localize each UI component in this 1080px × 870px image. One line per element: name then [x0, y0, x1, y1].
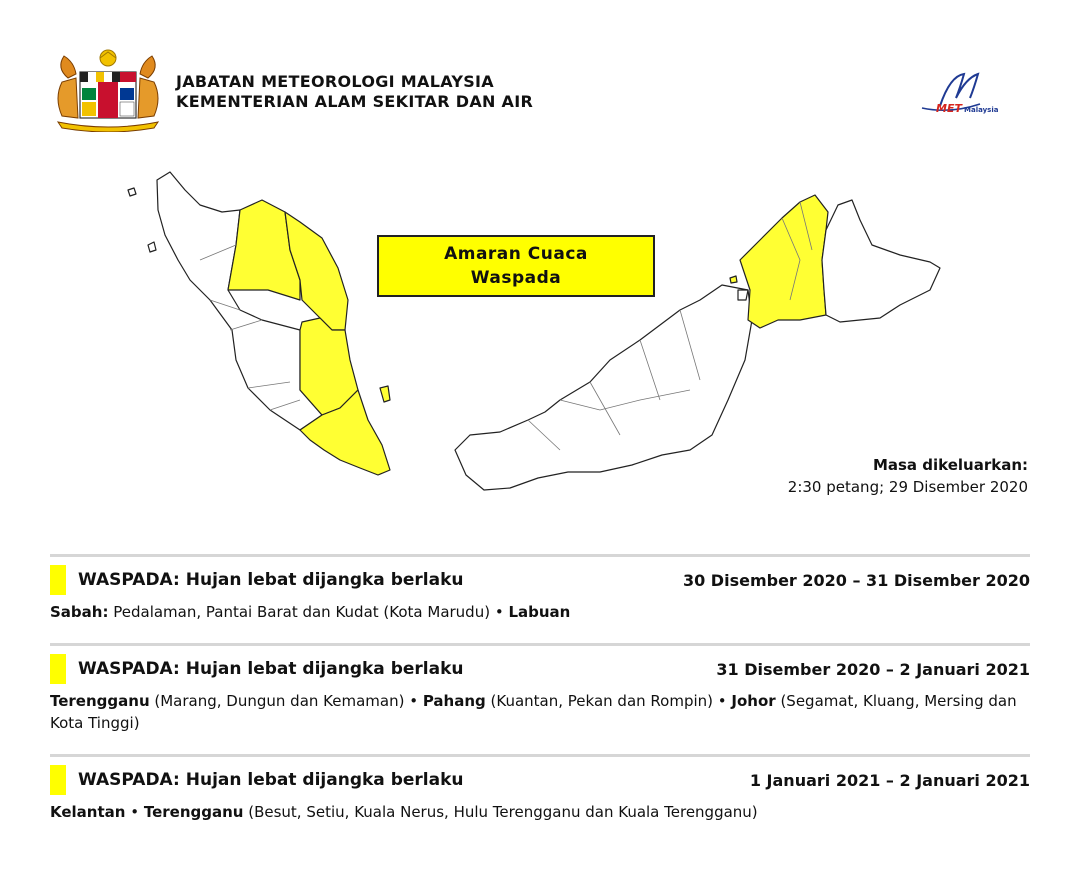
warning-section-2	[50, 643, 1030, 734]
area-state: Pahang	[422, 692, 486, 710]
sabah-east-region	[822, 200, 940, 322]
warning-title: WASPADA: Hujan lebat dijangka berlaku	[78, 659, 464, 679]
section-divider	[50, 754, 1030, 757]
area-state: Sabah:	[50, 603, 109, 621]
warning-title: WASPADA: Hujan lebat dijangka berlaku	[78, 570, 464, 590]
svg-text:MET: MET	[936, 102, 962, 115]
issued-time-value: 2:30 petang; 29 Disember 2020	[787, 478, 1028, 496]
issued-time	[788, 454, 1028, 498]
warning-areas	[50, 801, 1030, 823]
area-state: Terengganu	[143, 803, 244, 821]
sarawak-region	[455, 285, 752, 490]
area-state: Labuan	[508, 603, 571, 621]
area-detail: (Marang, Dungun dan Kemaman) •	[149, 692, 423, 710]
warning-box-line2: Waspada	[470, 268, 562, 288]
warning-date-range: 30 Disember 2020 – 31 Disember 2020	[682, 571, 1030, 590]
warning-color-bar	[50, 654, 66, 684]
warning-areas	[50, 601, 1030, 623]
area-detail: (Segamat, Kluang, Mersing dan Kota Tinggi)	[50, 692, 1017, 732]
warning-color-bar	[50, 765, 66, 795]
header-ministry: KEMENTERIAN ALAM SEKITAR DAN AIR	[176, 92, 534, 111]
section-divider	[50, 554, 1030, 557]
warning-section-3	[50, 754, 1030, 823]
area-detail: (Kuantan, Pekan dan Rompin) •	[485, 692, 732, 710]
area-state: Johor	[731, 692, 776, 710]
warning-color-bar	[50, 565, 66, 595]
warning-title: WASPADA: Hujan lebat dijangka berlaku	[78, 770, 464, 790]
section-divider	[50, 643, 1030, 646]
issued-time-label: Masa dikeluarkan:	[872, 456, 1028, 474]
area-state: Kelantan	[50, 803, 126, 821]
warning-areas	[50, 690, 1030, 734]
area-detail: Pedalaman, Pantai Barat dan Kudat (Kota Marudu) •	[108, 603, 509, 621]
header-department: JABATAN METEOROLOGI MALAYSIA	[176, 72, 494, 91]
header-title	[176, 72, 533, 112]
warning-date-range: 1 Januari 2021 – 2 Januari 2021	[749, 771, 1030, 790]
warning-section-1	[50, 554, 1030, 623]
area-detail: (Besut, Setiu, Kuala Nerus, Hulu Terengganu dan Kuala Terengganu)	[243, 803, 758, 821]
svg-text:Malaysia: Malaysia	[964, 106, 999, 114]
warning-box-line1: Amaran Cuaca	[444, 244, 588, 264]
area-detail: •	[125, 803, 144, 821]
warning-date-range: 31 Disember 2020 – 2 Januari 2021	[716, 660, 1030, 679]
coat-of-arms-icon	[48, 48, 168, 132]
sabah-west-region	[740, 195, 828, 328]
area-state: Terengganu	[50, 692, 150, 710]
warning-level-box	[377, 235, 655, 297]
met-malaysia-logo-icon	[920, 68, 1030, 118]
